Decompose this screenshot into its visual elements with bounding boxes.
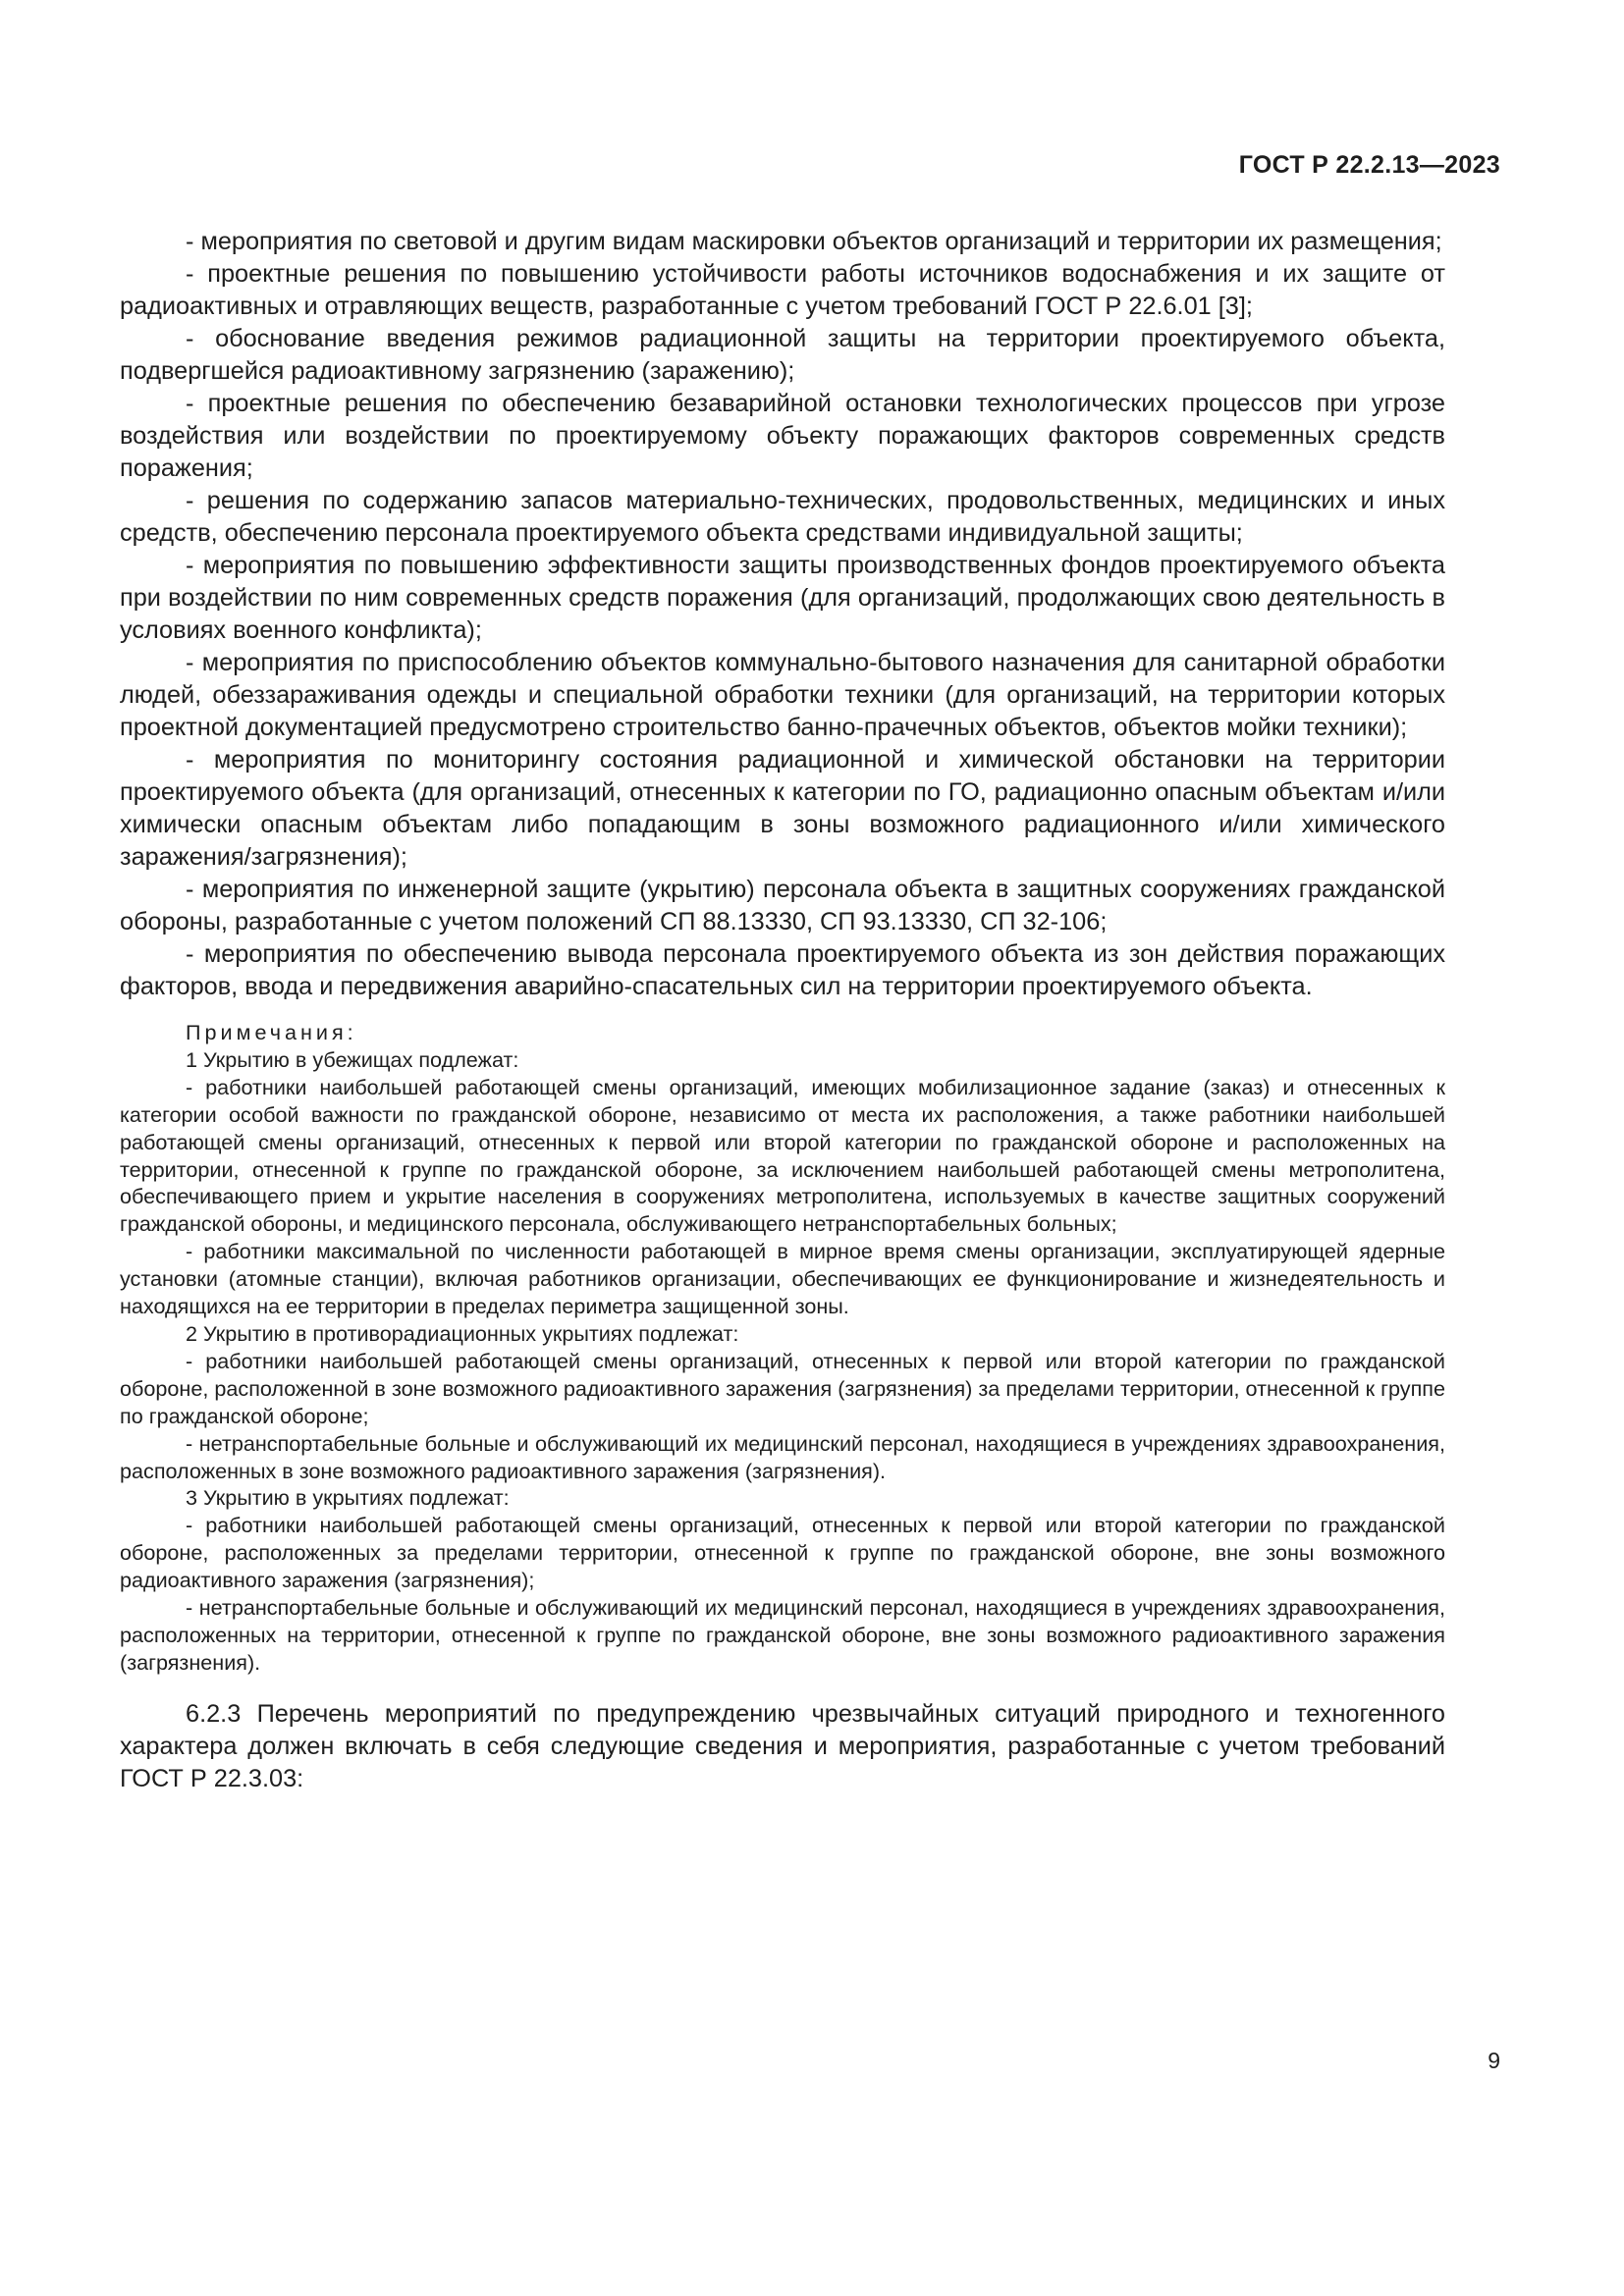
main-items-list: [120, 226, 1445, 1003]
note-item: - нетранспортабельные больные и обслуживающий их медицинский персонал, находящиеся в учреждениях здравоохранения, расположенных в зоне возможного радиоактивного заражения (загрязнения).: [120, 1430, 1445, 1483]
note-item: 3 Укрытию в укрытиях подлежат:: [186, 1485, 510, 1511]
body-text: [120, 226, 1445, 1795]
list-item: - проектные решения по повышению устойчивости работы источников водоснабжения и их защите от радиоактивных и отравляющих веществ, разработанные с учетом требований ГОСТ Р 22.6.01 [3];: [120, 260, 1445, 320]
note-item: 1 Укрытию в убежищах подлежат:: [186, 1046, 519, 1072]
list-item: - проектные решения по обеспечению безаварийной остановки технологических процессов при угрозе воздействия или воздействии по проектируемому объекту поражающих факторов современных средств поражения;: [120, 390, 1445, 482]
list-item: - решения по содержанию запасов материально-технических, продовольственных, медицинских и иных средств, обеспечению персонала проектируемого объекта средствами индивидуальной защиты;: [120, 487, 1445, 547]
note-item: - работники максимальной по численности работающей в мирное время смены организации, эксплуатирующей ядерные установки (атомные станции), включая работников организации, обеспечивающих ее функционирование и жизнедеятельность и находящихся на ее территории в пределах периметра защищенной зоны.: [120, 1239, 1445, 1319]
list-item: - мероприятия по повышению эффективности защиты производственных фондов проектируемого объекта при воздействии по ним современных средств поражения (для организаций, продолжающих свою деятельность в условиях военного конфликта);: [120, 552, 1445, 644]
list-item: - мероприятия по инженерной защите (укрытию) персонала объекта в защитных сооружениях гражданской обороны, разработанные с учетом положений СП 88.13330, СП 93.13330, СП 32-106;: [120, 876, 1445, 935]
final-section: [120, 1698, 1445, 1795]
notes-heading: Примечания:: [186, 1020, 357, 1044]
note-item: - работники наибольшей работающей смены организаций, отнесенных к первой или второй категории по гражданской обороне, расположенной в зоне возможного радиоактивного заражения (загрязнения) за пределами территории, отнесенной к группе по гражданской обороне;: [120, 1348, 1445, 1428]
section-paragraph-6-2-3: 6.2.3 Перечень мероприятий по предупреждению чрезвычайных ситуаций природного и техногенного характера должен включать в себя следующие сведения и мероприятия, разработанные с учетом требований ГОСТ Р 22.3.03:: [120, 1699, 1445, 1792]
list-item: - обоснование введения режимов радиационной защиты на территории проектируемого объекта, подвергшейся радиоактивному загрязнению (заражению);: [120, 325, 1445, 385]
list-item: - мероприятия по мониторингу состояния радиационной и химической обстановки на территории проектируемого объекта (для организаций, отнесенных к категории по ГО, радиационно опасным объектам и/или химически опасным объектам либо попадающим в зоны возможного радиационного и/или химического заражения/загрязнения);: [120, 746, 1445, 871]
list-item: - мероприятия по обеспечению вывода персонала проектируемого объекта из зон действия поражающих факторов, ввода и передвижения аварийно-спасательных сил на территории проектируемого объекта.: [120, 940, 1445, 1000]
notes-section: [120, 1019, 1445, 1677]
note-item: - работники наибольшей работающей смены организаций, отнесенных к первой или второй категории по гражданской обороне, расположенных за пределами территории, отнесенной к группе по гражданской обороне, вне зоны возможного радиоактивного заражения (загрязнения);: [120, 1513, 1445, 1593]
note-item: - работники наибольшей работающей смены организаций, имеющих мобилизационное задание (заказ) и отнесенных к категории особой важности по гражданской обороне, независимо от места их расположения, а также работники наибольшей работающей смены организаций, отнесенных к первой или второй категории по гражданской обороне и расположенных на территории, отнесенной к группе по гражданской обороне, за исключением наибольшей работающей смены метрополитена, обеспечивающего прием и укрытие населения в сооружениях метрополитена, используемых в качестве защитных сооружений гражданской обороны, и медицинского персонала, обслуживающего нетранспортабельных больных;: [120, 1074, 1445, 1237]
document-code-header: ГОСТ Р 22.2.13—2023: [1238, 151, 1500, 179]
list-item: - мероприятия по приспособлению объектов коммунально-бытового назначения для санитарной обработки людей, обеззараживания одежды и специальной обработки техники (для организаций, на территории которых проектной документацией предусмотрено строительство банно-прачечных объектов, объектов мойки техники);: [120, 649, 1445, 741]
page-number: 9: [1488, 2048, 1500, 2073]
list-item: - мероприятия по световой и другим видам маскировки объектов организаций и территории их размещения;: [186, 228, 1442, 255]
note-item: - нетранспортабельные больные и обслуживающий их медицинский персонал, находящиеся в учреждениях здравоохранения, расположенных на территории, отнесенной к группе по гражданской обороне, вне зоны возможного радиоактивного заражения (загрязнения).: [120, 1595, 1445, 1675]
note-item: 2 Укрытию в противорадиационных укрытиях подлежат:: [186, 1320, 739, 1346]
